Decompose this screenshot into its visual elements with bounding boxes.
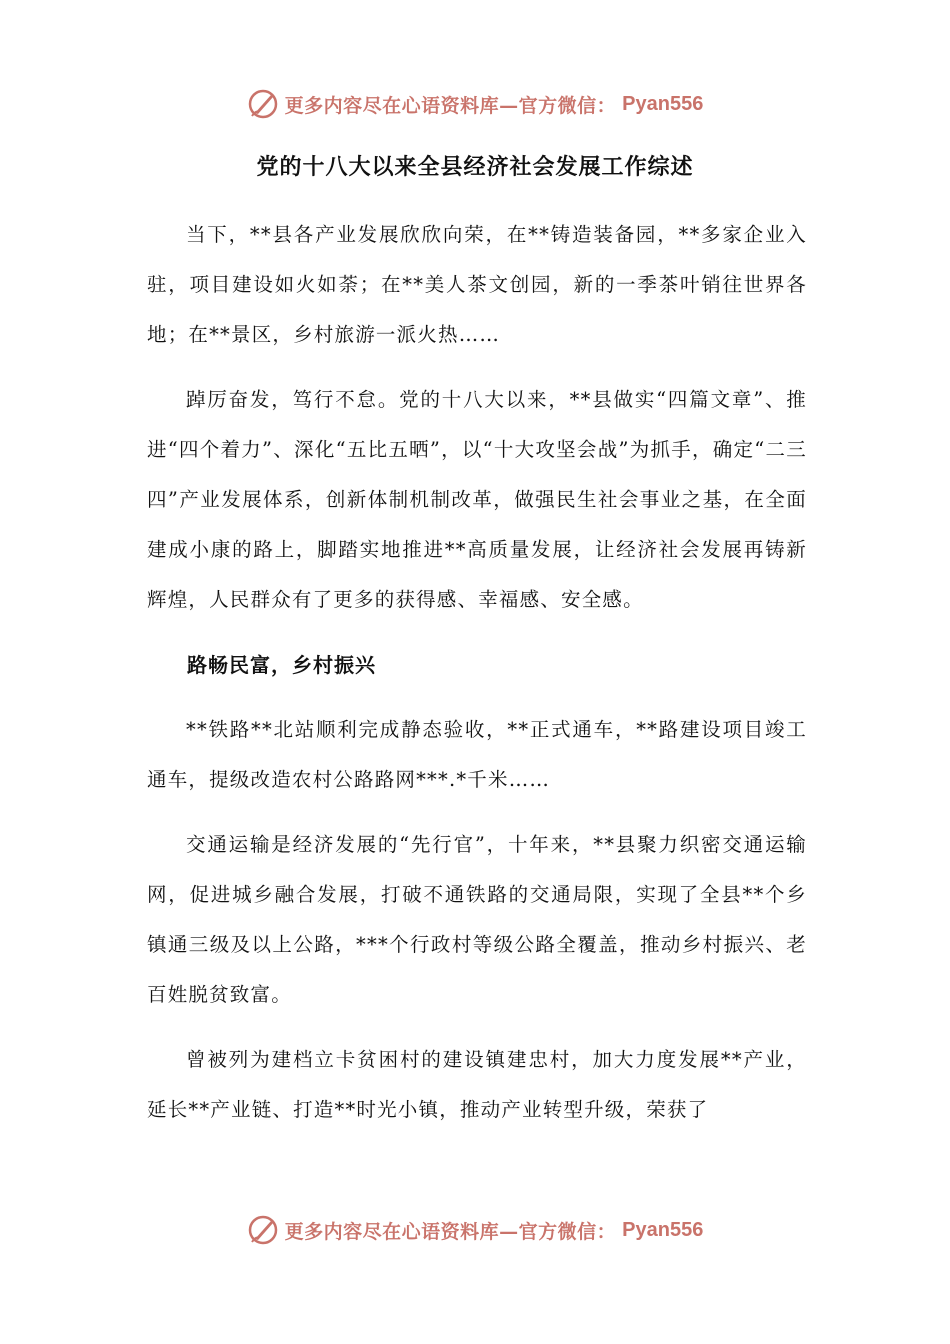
watermark-footer xyxy=(0,1210,950,1250)
watermark-header xyxy=(0,84,950,124)
section-heading: 路畅民富，乡村振兴 xyxy=(187,653,376,677)
paragraph: 踔厉奋发，笃行不怠。党的十八大以来，**县做实“四篇文章”、推进“四个着力”、深化“五比五晒”，以“十大攻坚会战”为抓手，确定“二三四”产业发展体系，创新体制机制改革，做强民生社会事业之基，在全面建成小康的路上，脚踏实地推进**高质量发展，让经济社会发展再铸新辉煌，人民群众有了更多的获得感、幸福感、安全感。 xyxy=(147,388,807,611)
paragraph: 当下，**县各产业发展欣欣向荣，在**铸造装备园，**多家企业入驻，项目建设如火如荼；在**美人茶文创园，新的一季茶叶销往世界各地；在**景区，乡村旅游一派火热…… xyxy=(147,223,807,346)
watermark-wechat-id: Pyan556 xyxy=(622,92,704,115)
paragraph: **铁路**北站顺利完成静态验收，**正式通车，**路建设项目竣工通车，提级改造农村公路路网***.*千米…… xyxy=(147,718,807,791)
document-title: 党的十八大以来全县经济社会发展工作综述 xyxy=(256,155,694,180)
document-body xyxy=(147,210,807,1150)
watermark-text: 更多内容尽在心语资料库—官方微信： xyxy=(284,94,617,117)
watermark-wechat-id: Pyan556 xyxy=(622,1218,704,1241)
quill-logo-icon xyxy=(247,88,279,120)
quill-logo-icon xyxy=(247,1214,279,1246)
paragraph: 交通运输是经济发展的“先行官”，十年来，**县聚力织密交通运输网，促进城乡融合发展，打破不通铁路的交通局限，实现了全县**个乡镇通三级及以上公路，***个行政村等级公路全覆盖，推动乡村振兴、老百姓脱贫致富。 xyxy=(147,833,807,1006)
paragraph: 曾被列为建档立卡贫困村的建设镇建忠村，加大力度发展**产业，延长**产业链、打造**时光小镇，推动产业转型升级，荣获了 xyxy=(147,1048,807,1121)
watermark-text: 更多内容尽在心语资料库—官方微信： xyxy=(284,1220,617,1243)
